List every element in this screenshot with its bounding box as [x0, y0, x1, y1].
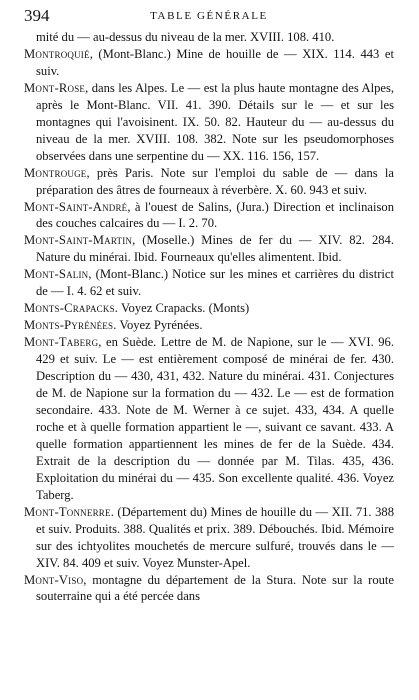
entry-heading: Monts-Crapacks.	[24, 301, 119, 316]
entry-heading: Mont-Tonnerre	[24, 504, 111, 519]
index-entry-mont-rose	[24, 80, 394, 165]
index-entry-mont-saint-andre	[24, 199, 394, 233]
entry-heading: Mont-Taberg	[24, 335, 99, 350]
entry-text: , montagne du département de la Stura. Note sur la route souterraine qui a été percée dans	[36, 572, 394, 604]
entry-heading: Montrouge	[24, 165, 87, 180]
page-number: 394	[24, 6, 50, 25]
index-entry-mont-viso	[24, 572, 394, 606]
index-entry-continuation	[24, 29, 394, 46]
entry-text: , en Suède. Lettre de M. de Napione, sur le — XVI. 96. 429 et suiv. Le — est entièrement composé de minérai de fer. 430. Description du — 430, 431, 432. Nature du minérai. 431. Conjectures de M. de Napione sur la formation du — 432. Le — est de formation secondaire. 433. Note de M. Werner à ce sujet. 433, 434. A quelle roche et à quelle formation appartient le —, suivant ce savant. 433. A quelle formation appartiennent les mines de fer de la Suède. 434. Extrait de la description du — donnée par M. Tilas. 435, 436. Exploitation du minérai du — 435. Son excellente qualité. 436. Voyez Taberg.	[36, 335, 394, 502]
entry-text: mité du — au-dessus du niveau de la mer. XVIII. 108. 410.	[36, 30, 335, 44]
index-entry-monts-pyrenees	[24, 317, 394, 334]
entry-heading: Mont-Saint-Martin	[24, 233, 133, 248]
entry-text: Voyez Pyrénées.	[116, 318, 203, 333]
index-entry-mont-salin	[24, 266, 394, 300]
index-entry-montroquie	[24, 46, 394, 80]
entry-text: , (Mont-Blanc.) Notice sur les mines et carrières du district de — I. 4. 62 et suiv.	[36, 267, 394, 299]
index-entry-mont-saint-martin	[24, 232, 394, 266]
entry-heading: Mont-Viso	[24, 572, 84, 587]
entry-text: , dans les Alpes. Le — est la plus haute montagne des Alpes, après le Mont-Blanc. VII. 41. 390. Détails sur le — et sur les montagnes qui l'avoisinent. IX. 50. 82. Hauteur du — au-dessus du niveau de la mer. XVIII. 108. 382. Note sur les pseudomorphoses observées dans une serpentine du — XX. 116. 156, 157.	[36, 80, 394, 163]
entry-text: , près Paris. Note sur l'emploi du sable de — dans la préparation des âtres de fourneaux à réverbère. X. 60. 943 et suiv.	[36, 165, 394, 197]
entry-heading: Mont-Saint-André	[24, 199, 128, 214]
entry-text: , (Moselle.) Mines de fer du — XIV. 82. 284. Nature du minérai. Ibid. Fourneaux qu'elles alimentent. Ibid.	[36, 233, 394, 265]
running-title: TABLE GÉNÉRALE	[150, 10, 268, 22]
page-header	[24, 6, 394, 28]
index-entry-monts-crapacks	[24, 300, 394, 317]
entry-text: , à l'ouest de Salins, (Jura.) Direction et inclinaison des couches calcaires du — I. 2. 70.	[36, 199, 394, 231]
index-entry-mont-tonnerre	[24, 504, 394, 572]
index-entry-mont-taberg	[24, 334, 394, 504]
entry-text: Voyez Crapacks. (Monts)	[118, 301, 250, 316]
entry-heading: Mont-Rose	[24, 80, 86, 95]
entry-heading: Monts-Pyrénées.	[24, 318, 117, 333]
entry-text: , (Mont-Blanc.) Mine de houille de — XIX. 114. 443 et suiv.	[36, 46, 394, 78]
entry-text: . (Département du) Mines de houille du — XII. 71. 388 et suiv. Produits. 388. Qualités et prix. 389. Débouchés. Ibid. Mémoire sur des ichtyolites mouchetés de mercure sulfuré, trouvés dans le — XIV. 84. 409 et suiv. Voyez Munster-Apel.	[36, 504, 394, 570]
index-body	[24, 29, 394, 605]
entry-heading: Mont-Salin	[24, 267, 89, 282]
entry-heading: Montroquié	[24, 46, 90, 61]
index-entry-montrouge	[24, 165, 394, 199]
